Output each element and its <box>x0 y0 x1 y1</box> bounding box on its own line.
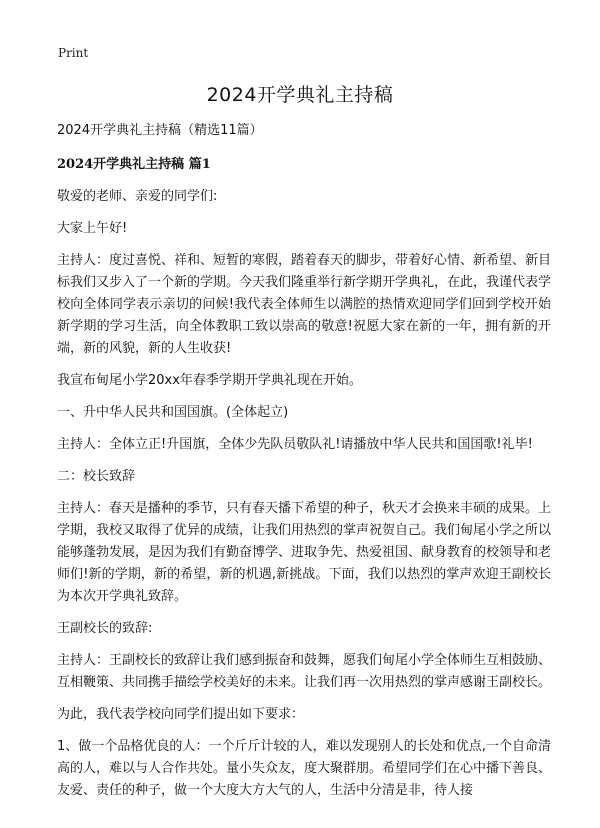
print-link[interactable]: Print <box>58 46 89 60</box>
paragraph-principal-speech-heading: 二：校长致辞 <box>57 469 136 484</box>
paragraph-flag-host: 主持人：全体立正!升国旗，全体少先队员敬队礼!请播放中华人民共和国国歌!礼毕! <box>57 437 533 452</box>
article-subtitle: 2024开学典礼主持稿（精选11篇） <box>57 123 263 138</box>
article-body <box>57 120 551 812</box>
paragraph-requirement-1: 1、做一个品格优良的人：一个斤斤计较的人，难以发现别人的长处和优点,一个自命清高的人，难以与人合作共处。量小失众友，度大聚群朋。希望同学们在心中播下善良、友爱、责任的种子，做一个大度大方大气的人，生活中分清是非，待人接 <box>57 739 552 798</box>
paragraph-requirements-intro: 为此，我代表学校向同学们提出如下要求： <box>57 707 305 722</box>
paragraph-spring-host: 主持人：春天是播种的季节，只有春天播下希望的种子，秋天才会换来丰硕的成果。上学期，我校又取得了优异的成绩，让我们用热烈的掌声祝贺自己。我们甸尾小学之所以能够蓬勃发展，是因为我们有勤奋博学、进取争先、热爱祖国、献身教育的校领导和老师们!新的学期，新的希望，新的机遇,新挑战。下面，我们以热烈的掌声欢迎王副校长为本次开学典礼致辞。 <box>57 501 552 604</box>
paragraph-greeting: 敬爱的老师、亲爱的同学们: <box>57 189 218 204</box>
paragraph-good-morning: 大家上午好! <box>57 221 128 236</box>
paragraph-announcement: 我宣布甸尾小学20xx年春季学期开学典礼现在开始。 <box>57 373 362 388</box>
paragraph-thanks-host: 主持人：王副校长的致辞让我们感到振奋和鼓舞，愿我们甸尾小学全体师生互相鼓励、互相鞭策、共同携手描绘学校美好的未来。让我们再一次用热烈的掌声感谢王副校长。 <box>57 653 552 690</box>
page-title: 2024开学典礼主持稿 <box>206 84 394 106</box>
paragraph-flag-raising: 一、升中华人民共和国国旗。(全体起立) <box>57 405 289 420</box>
paragraph-vice-principal-speech: 王副校长的致辞: <box>57 621 153 636</box>
paragraph-opening: 主持人：度过喜悦、祥和、短暂的寒假，踏着春天的脚步，带着好心情、新希望、新目标我们又步入了一个新的学期。今天我们隆重举行新学期开学典礼，在此，我谨代表学校向全体同学表示亲切的问候!我代表全体师生以满腔的热情欢迎同学们回到学校开始新学期的学习生活，向全体教职工致以崇高的敬意!祝愿大家在新的一年，拥有新的开端，新的风貌，新的人生收获! <box>57 253 552 356</box>
section-heading: 2024开学典礼主持稿 篇1 <box>57 157 211 172</box>
